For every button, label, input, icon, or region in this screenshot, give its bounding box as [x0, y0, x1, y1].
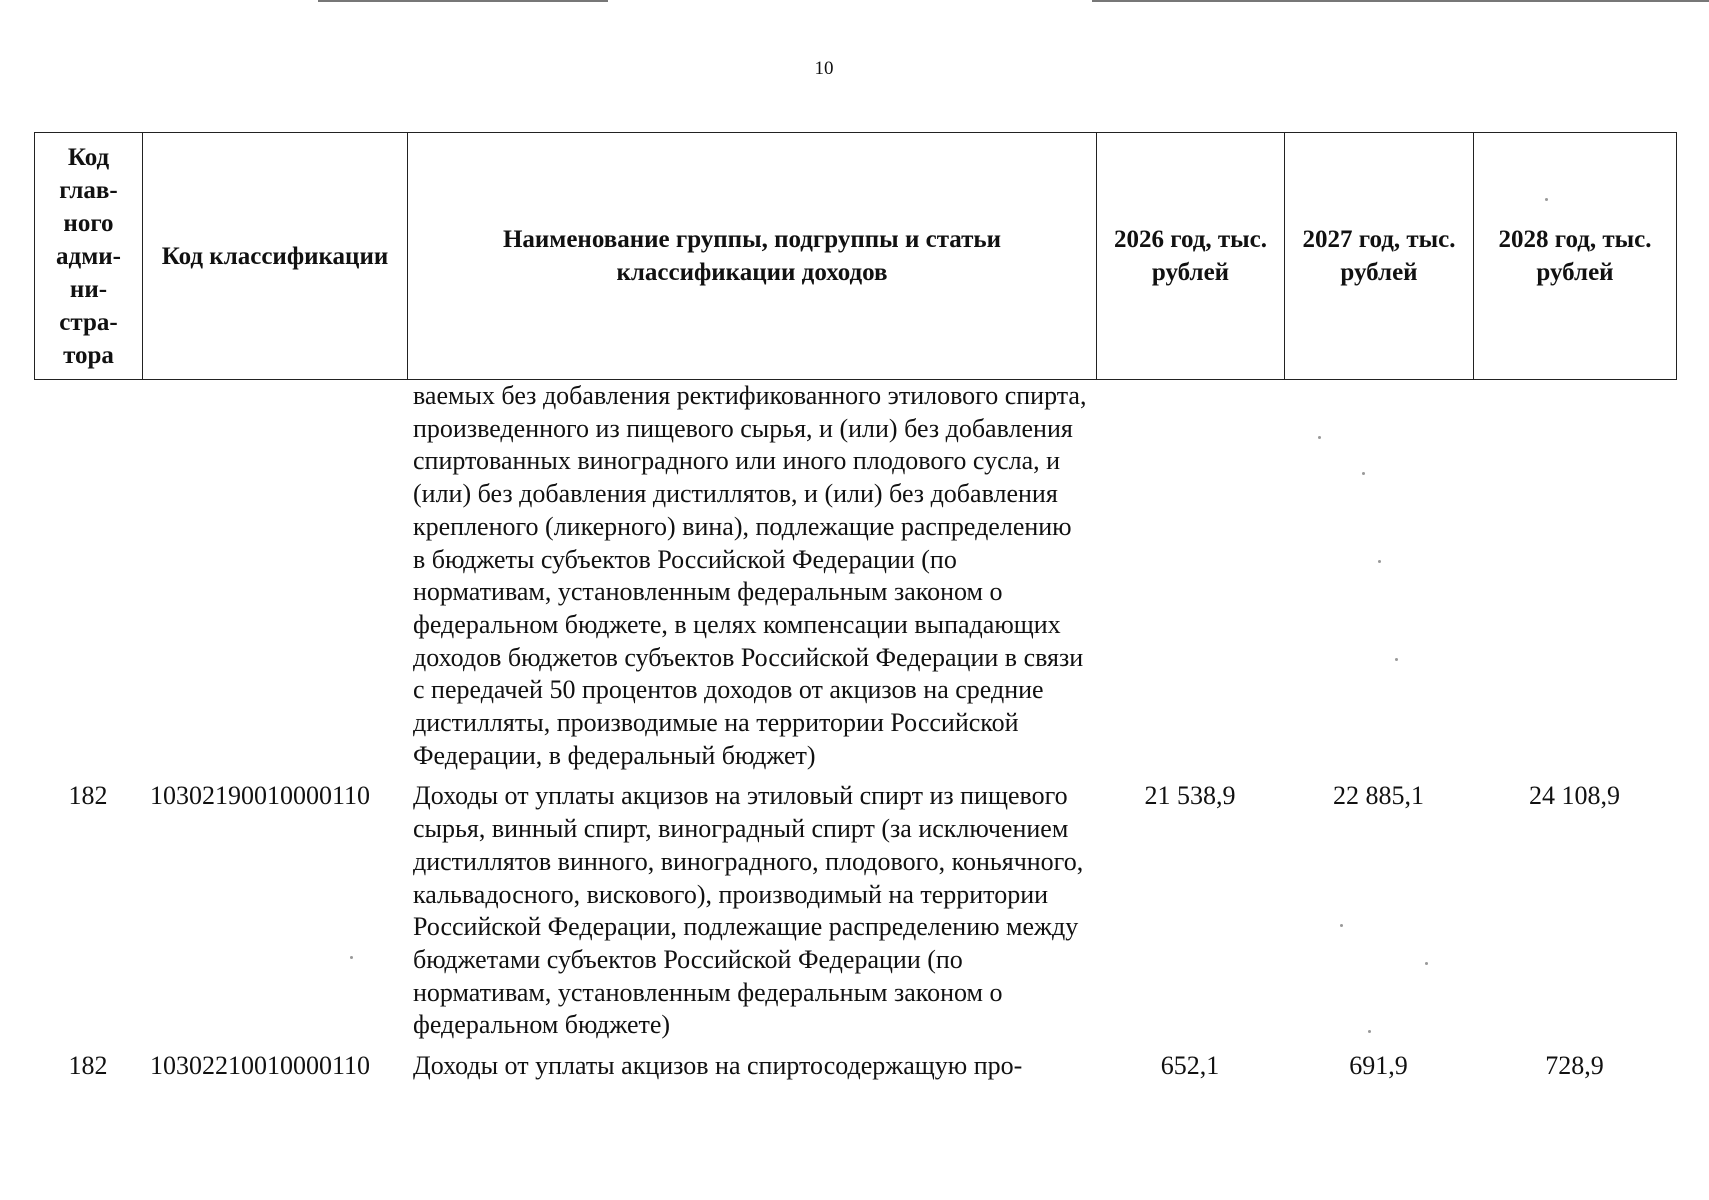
header-2026: 2026 год, тыс. рублей: [1097, 133, 1285, 380]
header-2027: 2027 год, тыс. рублей: [1285, 133, 1474, 380]
scan-speck: [1378, 560, 1381, 563]
table-row: [34, 1042, 1676, 1083]
cell-2027: [1284, 380, 1473, 772]
cell-admin: [34, 380, 142, 772]
scan-speck: [1395, 658, 1398, 661]
scan-speck: [1368, 1030, 1371, 1033]
page-number: 10: [814, 58, 834, 79]
table-row: [34, 772, 1676, 1042]
header-admin-code: Код глав-ного адми-ни-стра-тора: [35, 133, 143, 380]
cell-code: 10302210010000110: [150, 1051, 371, 1081]
cell-2026: [1096, 380, 1284, 772]
cell-2028: [1473, 380, 1676, 772]
cell-2026: 21 538,9: [1144, 781, 1236, 811]
header-2028: 2028 год, тыс. рублей: [1474, 133, 1677, 380]
cell-code: 10302190010000110: [150, 781, 371, 811]
cell-name: Доходы от уплаты акцизов на этиловый спирт из пищевого сырья, винный спирт, виноградный спирт (за исключением дистиллятов винного, виноградного, плодового, коньячного, кальвадосного, вискового), производимый на территории Российской Федерации, подлежащие распределению между бюджетами субъектов Российской Федерации (по нормативам, установленным федеральным законом о федеральном бюджете): [413, 781, 1084, 1040]
header-classification-code: Код классификации: [143, 133, 408, 380]
cell-admin: 182: [68, 781, 108, 811]
table-body: [34, 380, 1676, 1083]
cell-2027: 22 885,1: [1333, 781, 1424, 811]
cell-2027: 691,9: [1349, 1051, 1408, 1081]
scan-speck: [1362, 472, 1365, 475]
scan-speck: [1318, 436, 1321, 439]
cell-2026: 652,1: [1160, 1051, 1220, 1081]
cell-name: ваемых без добавления ректификованного этилового спирта, произведенного из пищевого сырья, и (или) без добавления спиртованных виноградного или иного плодового сусла, и (или) без добавления дистиллятов, и (или) без добавления крепленого (ликерного) вина), подлежащие распределению в бюджеты субъектов Российской Федерации (по нормативам, установленным федеральным законом о федеральном бюджете, в целях компенсации выпадающих доходов бюджетов субъектов Российской Федерации в связи с передачей 50 процентов доходов от акцизов на средние дистилляты, производимые на территории Российской Федерации, в федеральный бюджет): [413, 381, 1087, 770]
scan-artifact-line: [318, 0, 608, 2]
scan-speck: [1545, 198, 1548, 201]
scan-artifact-line: [1092, 0, 1709, 2]
header-name: Наименование группы, подгруппы и статьи классификации доходов: [408, 133, 1097, 380]
cell-name: Доходы от уплаты акцизов на спиртосодержащую про-: [413, 1051, 1023, 1081]
cell-2028: 24 108,9: [1529, 781, 1620, 811]
cell-code: [142, 380, 407, 772]
cell-admin: 182: [68, 1051, 108, 1081]
scan-speck: [1425, 962, 1428, 965]
cell-2028: 728,9: [1545, 1051, 1604, 1081]
scan-speck: [350, 956, 353, 959]
scan-speck: [1340, 924, 1343, 927]
table-row: [34, 380, 1676, 772]
table-header: [34, 132, 1677, 380]
